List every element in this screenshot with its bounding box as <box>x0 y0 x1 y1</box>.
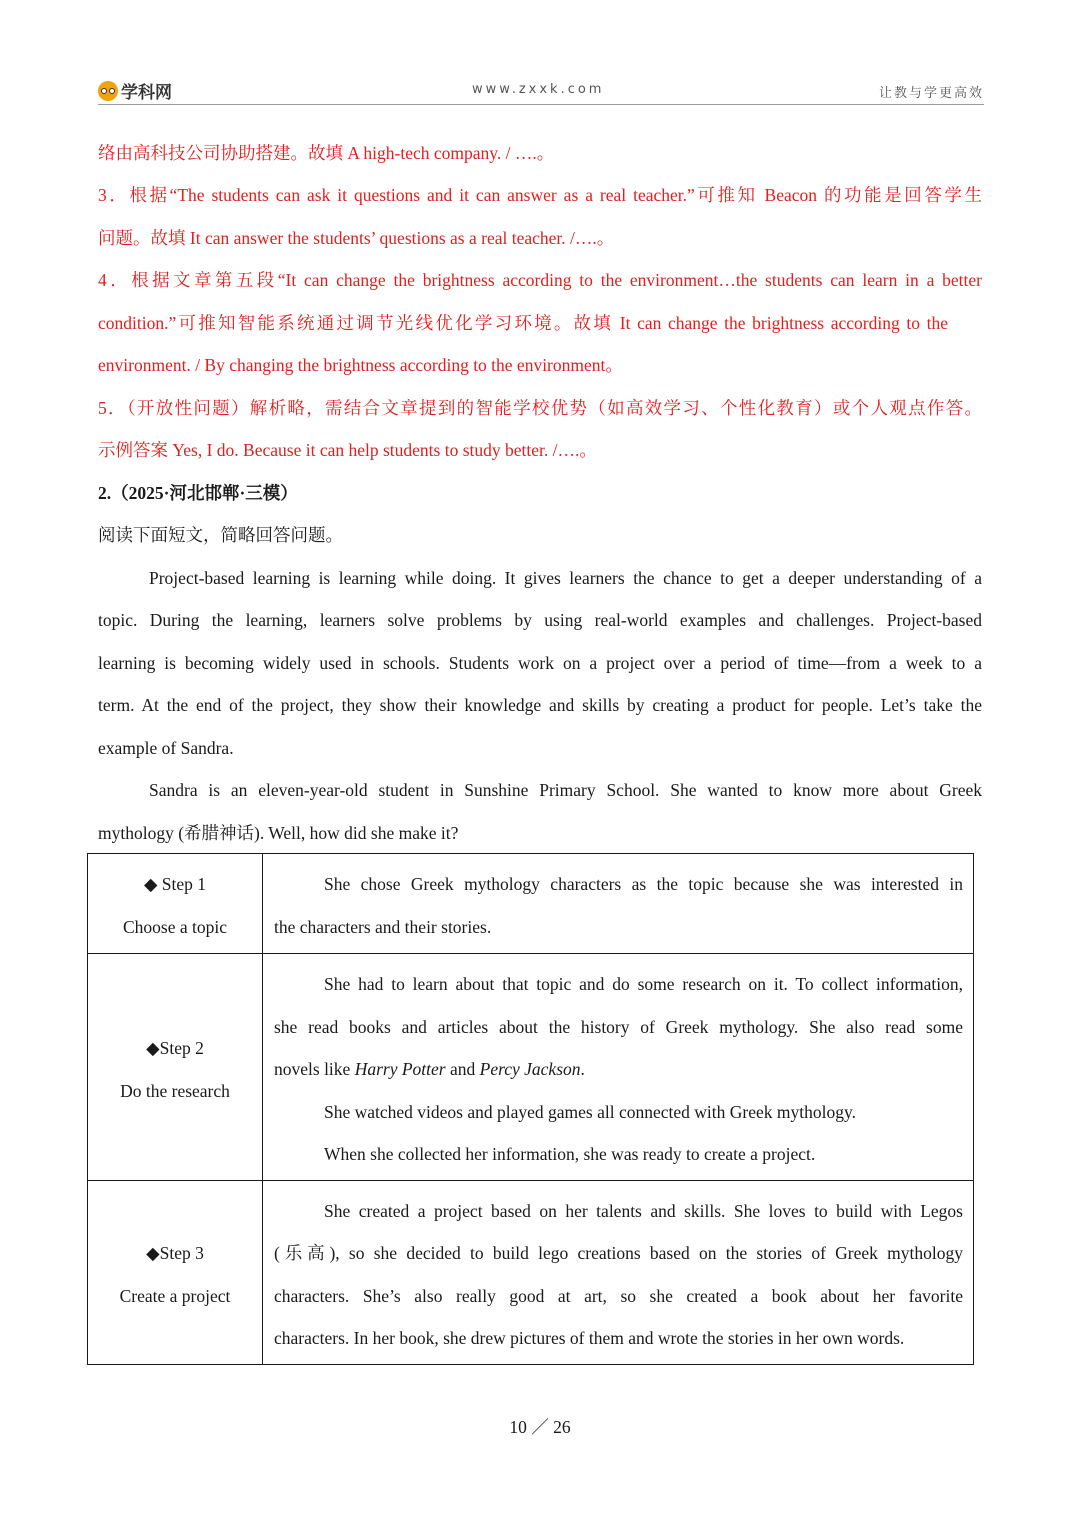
book-title-harry-potter: Harry Potter <box>354 1059 446 1079</box>
answer-line: 络由高科技公司协助搭建。故填 A high-tech company. / ….。 <box>98 143 555 163</box>
step-text-line: characters. She’s also really good at art, so she created a book about her favorite <box>274 1286 963 1306</box>
table-row <box>88 1181 974 1365</box>
answer-line: condition.”可推知智能系统通过调节光线优化学习环境。故填 It can change the brightness according to the <box>98 313 948 333</box>
table-row <box>88 854 974 954</box>
step-title: Choose a topic <box>122 917 227 937</box>
site-slogan: 让教与学更高效 <box>878 86 984 101</box>
step-text-line: She watched videos and played games all connected with Greek mythology. <box>324 1102 856 1122</box>
step-marker: ◆Step 3 <box>146 1243 204 1263</box>
step-title: Do the research <box>120 1081 230 1101</box>
step-label-cell <box>88 1181 263 1365</box>
table-row <box>88 954 974 1181</box>
passage-line: Sandra is an eleven-year-old student in Sunshine Primary School. She wanted to know more about Greek <box>149 780 982 800</box>
step-text-line: characters. In her book, she drew pictures of them and wrote the stories in her own words. <box>274 1328 905 1348</box>
answer-line: 4．根据文章第五段“It can change the brightness according to the environment…the students can learn in a better <box>98 270 982 290</box>
step-text-line: She created a project based on her talents and skills. She loves to build with Legos <box>324 1201 963 1221</box>
step-text-line: she read books and articles about the history of Greek mythology. She also read some <box>274 1017 963 1037</box>
answer-line: 问题。故填 It can answer the students’ questions as a real teacher. /….。 <box>98 228 615 248</box>
period: . <box>580 1059 585 1079</box>
step-text-line: the characters and their stories. <box>274 917 492 937</box>
step-text-line <box>274 1057 963 1081</box>
owl-logo-icon <box>98 81 118 101</box>
question-instruction: 阅读下面短文，简略回答问题。 <box>98 525 343 545</box>
step-title: Create a project <box>119 1286 231 1306</box>
book-title-percy-jackson: Percy Jackson <box>479 1059 581 1079</box>
answer-line: 示例答案 Yes, I do. Because it can help students to study better. /….。 <box>98 440 597 460</box>
novels-prefix: novels like <box>274 1059 355 1079</box>
step-content-cell <box>263 854 974 954</box>
step-text-line: She chose Greek mythology characters as the topic because she was interested in <box>324 874 963 894</box>
site-url[interactable]: www.zxxk.com <box>472 82 605 97</box>
step-label-cell <box>88 954 263 1181</box>
step-text-line: She had to learn about that topic and do some research on it. To collect information, <box>324 974 963 994</box>
passage-line: Project-based learning is learning while doing. It gives learners the chance to get a deeper understanding of a <box>149 568 982 588</box>
and-text: and <box>445 1059 480 1079</box>
step-marker: ◆ Step 1 <box>143 874 207 894</box>
steps-table <box>87 853 974 1365</box>
step-label-cell <box>88 854 263 954</box>
logo-text: 学科网 <box>121 83 172 103</box>
site-logo[interactable] <box>98 78 172 103</box>
passage-line: term. At the end of the project, they show their knowledge and skills by creating a product for people. Let’s take the <box>98 695 982 715</box>
passage-line: learning is becoming widely used in schools. Students work on a project over a period of time—from a week to a <box>98 653 982 673</box>
passage-line: example of Sandra. <box>98 738 234 758</box>
step-content-cell <box>263 954 974 1181</box>
page-header <box>98 76 984 105</box>
step-text-line: When she collected her information, she was ready to create a project. <box>324 1144 816 1164</box>
question-heading: 2.（2025·河北邯郸·三模） <box>98 483 298 503</box>
answer-line: 5．（开放性问题）解析略，需结合文章提到的智能学校优势（如高效学习、个性化教育）或个人观点作答。 <box>98 398 982 418</box>
passage-line: mythology (希腊神话). Well, how did she make it? <box>98 823 459 843</box>
step-text-line: (乐高), so she decided to build lego creations based on the stories of Greek mythology <box>274 1243 963 1263</box>
step-marker: ◆Step 2 <box>146 1038 204 1058</box>
answer-line: environment. / By changing the brightness according to the environment。 <box>98 355 623 375</box>
passage-line: topic. During the learning, learners solve problems by using real-world examples and challenges. Project-based <box>98 610 982 630</box>
page-number: 10 ／ 26 <box>509 1417 571 1437</box>
step-content-cell <box>263 1181 974 1365</box>
answer-line: 3．根据“The students can ask it questions and it can answer as a real teacher.”可推知 Beacon 的功能是回答学生 <box>98 185 982 205</box>
